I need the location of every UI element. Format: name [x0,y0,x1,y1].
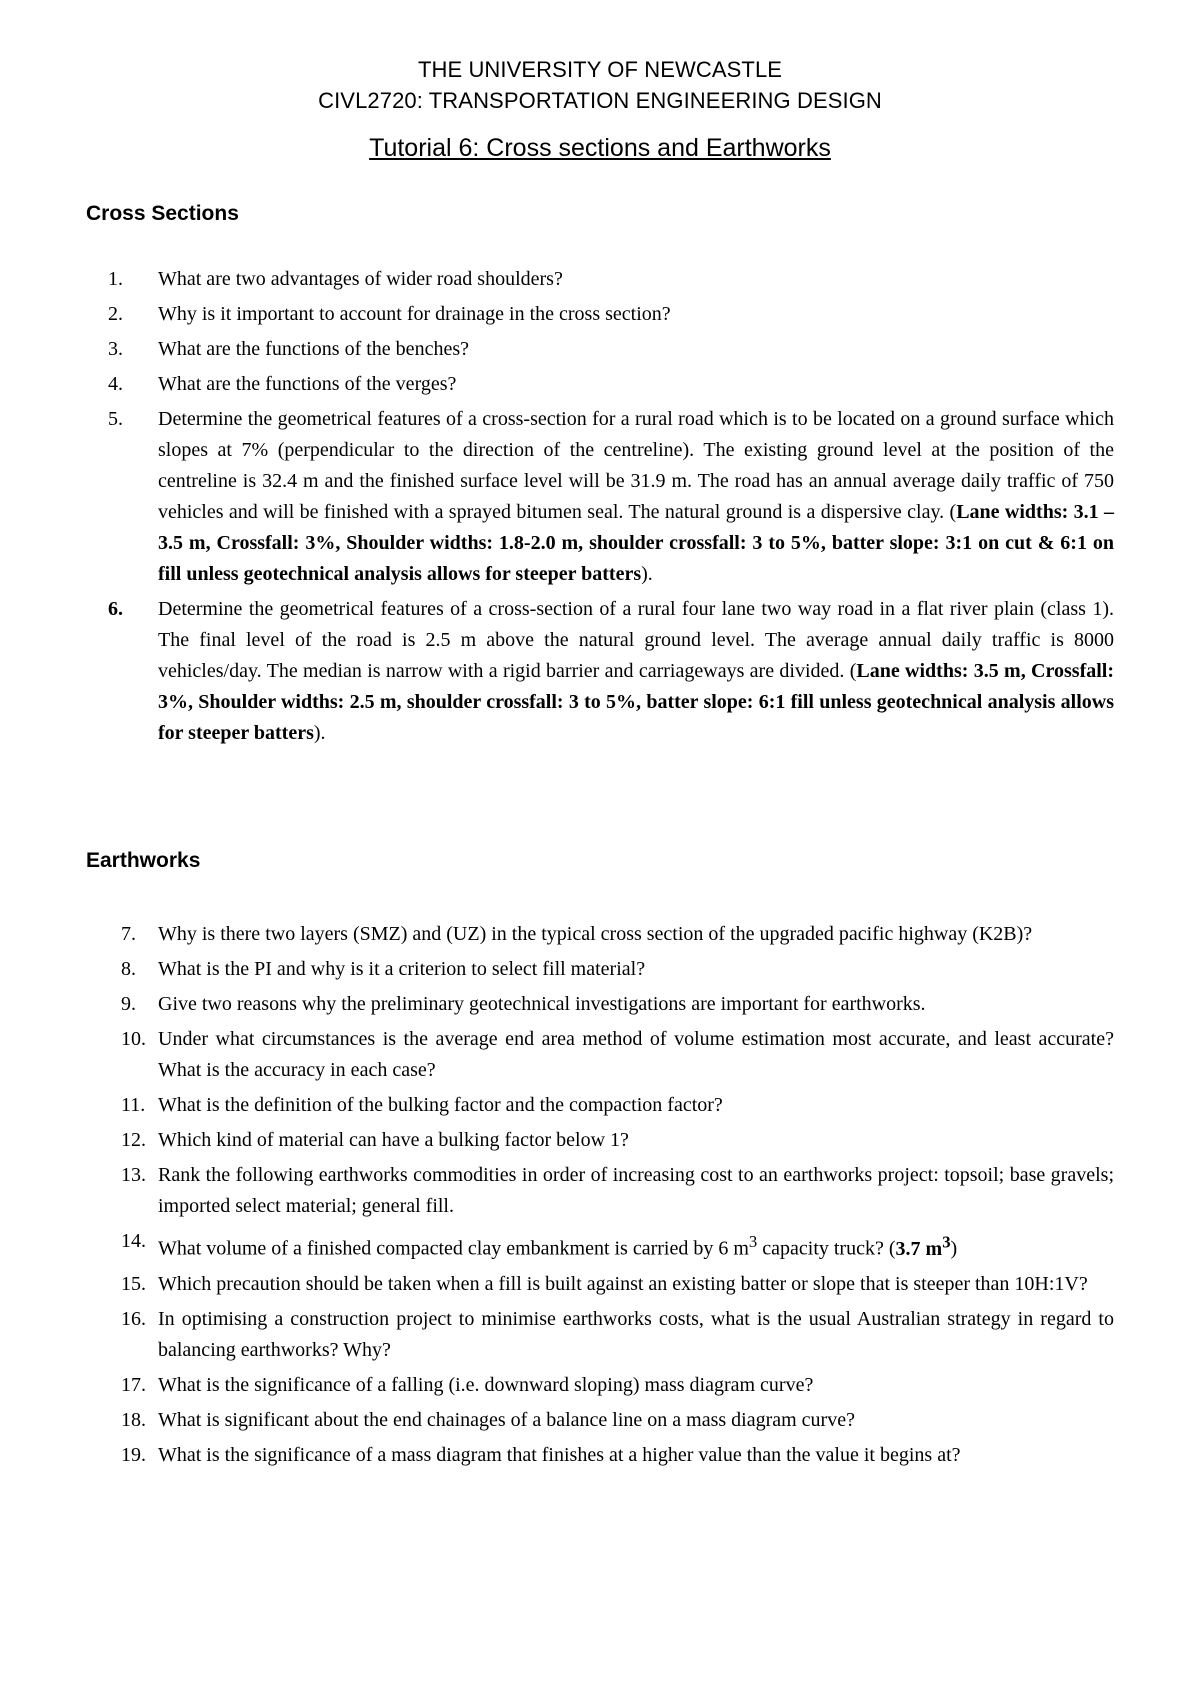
question-item [0,954,1200,985]
question-number: 19. [121,1443,146,1466]
superscript: 3 [942,1232,951,1251]
question-text [158,594,1114,749]
university-name: THE UNIVERSITY OF NEWCASTLE [417,57,783,82]
question-text-main: Determine the geometrical features of a cross-section of a rural four lane two way road in a flat river plain (class 1). The final level of the road is 2.5 m above the natural ground level. The average annual daily traffic is 8000 vehicles/day. The median is narrow with a rigid barrier and carriageways are divided. ( [158,598,1114,682]
question-text: Rank the following earthworks commodities in order of increasing cost to an earthworks project: topsoil; base gravels; imported select material; general fill. [158,1164,1114,1217]
question-text-end: ). [641,563,653,585]
question-text: What are the functions of the benches? [158,338,469,360]
question-item [0,404,1200,590]
question-text: What are two advantages of wider road shoulders? [158,268,563,290]
question-number: 8. [121,958,136,980]
question-item [0,299,1200,330]
question-text-end: ). [313,722,326,744]
question-item [0,1226,1200,1265]
earthworks-question-list [0,919,1200,1475]
course-title: CIVL2720: TRANSPORTATION ENGINEERING DESIGN [318,88,882,113]
answer-value: 3.7 m [895,1237,943,1260]
question-number: 3. [108,338,123,360]
question-answer-bold: Lane widths: 3.1 – 3.5 m, Crossfall: 3%, Shoulder widths: 1.8-2.0 m, shoulder crossfall: 3 to 5%, batter slope: 3:1 on cut & 6:1 on fill unless geotechnical analysis allows for steeper batters [158,501,1114,585]
question-item [0,1160,1200,1222]
question-number: 2. [108,303,123,325]
question-item [0,1125,1200,1156]
question-item [0,1440,1200,1471]
question-text: Why is there two layers (SMZ) and (UZ) in the typical cross section of the upgraded pacific highway (K2B)? [158,923,1033,945]
question-number: 18. [121,1408,146,1431]
question-item [0,919,1200,950]
question-number: 7. [121,923,136,945]
question-number: 1. [108,268,123,290]
question-number: 6. [108,598,123,620]
question-text: What is significant about the end chainages of a balance line on a mass diagram curve? [158,1408,855,1431]
question-text [158,1226,1114,1265]
question-number: 13. [121,1164,146,1186]
question-answer-bold: Lane widths: 3.5 m, Crossfall: 3%, Shoulder widths: 2.5 m, shoulder crossfall: 3 to 5%, batter slope: 6:1 fill unless geotechnical analysis allows for steeper batters [158,660,1114,744]
question-number: 11. [121,1094,146,1116]
section-heading-cross-sections: Cross Sections [86,202,239,225]
question-text-mid: capacity truck? ( [757,1237,896,1260]
section-heading-earthworks: Earthworks [86,849,201,872]
question-number: 9. [121,993,136,1015]
question-number: 16. [121,1307,146,1330]
cross-sections-question-list [0,264,1200,753]
question-number: 12. [121,1129,146,1151]
question-item [0,334,1200,365]
question-item [0,594,1200,749]
question-text: Give two reasons why the preliminary geotechnical investigations are important for earthworks. [158,993,926,1015]
question-text-main: What volume of a finished compacted clay embankment is carried by 6 m [158,1237,749,1260]
question-number: 10. [121,1028,146,1050]
question-item [0,1024,1200,1086]
question-text: In optimising a construction project to minimise earthworks costs, what is the usual Australian strategy in regard to balancing earthworks? Why? [158,1307,1114,1361]
question-text: What is the definition of the bulking factor and the compaction factor? [158,1094,723,1116]
question-item [0,1405,1200,1436]
question-item [0,989,1200,1020]
question-item [0,1269,1200,1300]
question-number: 5. [108,408,123,430]
question-item [0,369,1200,400]
question-text: Which kind of material can have a bulking factor below 1? [158,1129,629,1151]
question-text-main: Determine the geometrical features of a cross-section for a rural road which is to be located on a ground surface which slopes at 7% (perpendicular to the direction of the centreline). The existing ground level at the position of the centreline is 32.4 m and the finished surface level will be 31.9 m. The road has an annual average daily traffic of 750 vehicles and will be finished with a sprayed bitumen seal. The natural ground is a dispersive clay. ( [158,408,1114,523]
question-text: What is the PI and why is it a criterion to select fill material? [158,958,646,980]
question-item [0,1304,1200,1366]
question-number: 17. [121,1373,146,1396]
question-number: 14. [121,1230,146,1252]
tutorial-title: Tutorial 6: Cross sections and Earthworks [369,134,831,162]
question-answer-bold [895,1232,951,1260]
question-text: What is the significance of a falling (i.e. downward sloping) mass diagram curve? [158,1373,814,1396]
question-item [0,1370,1200,1401]
question-number: 4. [108,373,123,395]
superscript: 3 [748,1232,758,1251]
question-text [158,404,1114,590]
question-text: What are the functions of the verges? [158,373,457,395]
question-text: Why is it important to account for drainage in the cross section? [158,303,671,325]
question-number: 15. [121,1272,146,1295]
question-text: Which precaution should be taken when a fill is built against an existing batter or slope that is steeper than 10H:1V? [158,1272,1088,1295]
question-text: Under what circumstances is the average end area method of volume estimation most accurate, and least accurate? What is the accuracy in each case? [158,1028,1114,1081]
question-text-end: ) [950,1237,958,1260]
question-item [0,264,1200,295]
question-text: What is the significance of a mass diagram that finishes at a higher value than the value it begins at? [158,1443,961,1466]
question-item [0,1090,1200,1121]
